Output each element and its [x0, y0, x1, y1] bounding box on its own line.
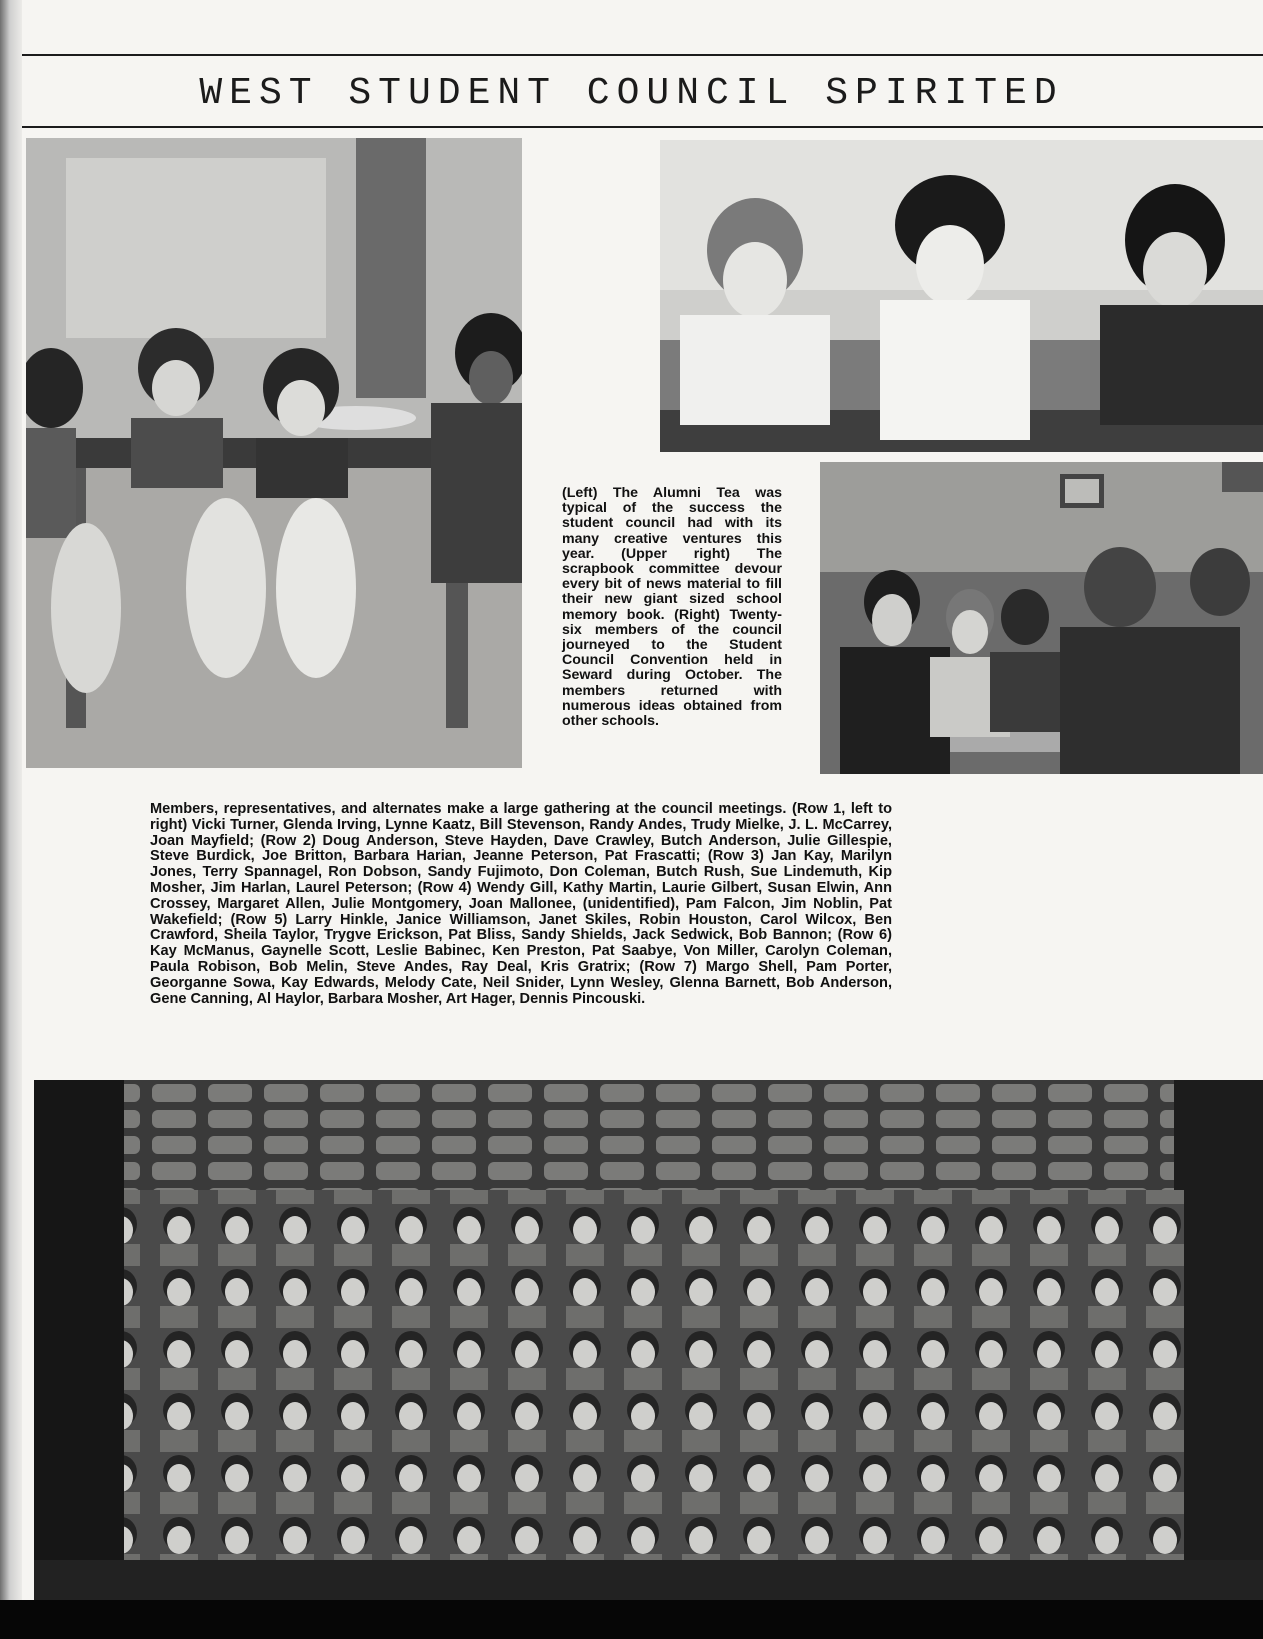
bottom-edge-band [0, 1600, 1263, 1639]
page-spine-shadow [0, 0, 22, 1639]
page-title: WEST STUDENT COUNCIL SPIRITED [199, 72, 1064, 115]
photo-caption: (Left) The Alumni Tea was typical of the success the student council had with its many creative ventures this year. (Upper right) The scrapbook committee devour every bit of news material to fill their new giant sized school memory book. (Right) Twenty-six members of the council journeyed to the Student Council Convention held in Seward during October. The members returned with numerous ideas obtained from other schools. [562, 485, 782, 730]
members-caption: Members, representatives, and alternates make a large gathering at the council meetings. (Row 1, left to right) Vicki Turner, Glenda Irving, Lynne Kaatz, Bill Stevenson, Randy Andes, Trudy Mielke, J. L. McCarrey, Joan Mayfield; (Row 2) Doug Anderson, Steve Hayden, Dave Crawley, Butch Anderson, Julie Gillespie, Steve Burdick, Joe Britton, Barbara Harian, Jeanne Peterson, Pat Frascatti; (Row 3) Jan Kay, Marilyn Jones, Terry Spannagel, Ron Dobson, Sandy Fujimoto, Don Coleman, Butch Rush, Sue Lindemuth, Kip Mosher, Jim Harlan, Laurel Peterson; (Row 4) Wendy Gill, Kathy Martin, Laurie Gilbert, Susan Elwin, Ann Crossey, Margaret Allen, Julie Montgomery, Joan Mallonee, (unidentified), Pam Falcon, Jim Noblin, Pat Wakefield; (Row 5) Larry Hinkle, Janice Williamson, Janet Skiles, Robin Houston, Carol Wilcox, Ben Crawford, Sheila Taylor, Trygve Erickson, Pat Bliss, Sandy Shields, Jack Sedwick, Bob Bannon; (Row 6) Kay McManus, Gaynelle Scott, Leslie Babinec, Ken Preston, Pat Saabye, Von Miller, Carolyn Coleman, Paula Robison, Bob Melin, Steve Andes, Ray Deal, Kris Gratrix; (Row 7) Margo Shell, Pam Porter, Georganne Sowa, Kay Edwards, Melody Cate, Neil Snider, Lynn Wesley, Glenna Barnett, Bob Anderson, Gene Canning, Al Haylor, Barbara Mosher, Art Hager, Dennis Pincouski. [150, 801, 892, 1007]
title-rule [22, 126, 1263, 128]
convention-photo [820, 462, 1263, 774]
top-rule [22, 54, 1263, 56]
council-group-photo [34, 1080, 1263, 1600]
scrapbook-committee-photo [660, 140, 1263, 452]
alumni-tea-photo [26, 138, 522, 768]
